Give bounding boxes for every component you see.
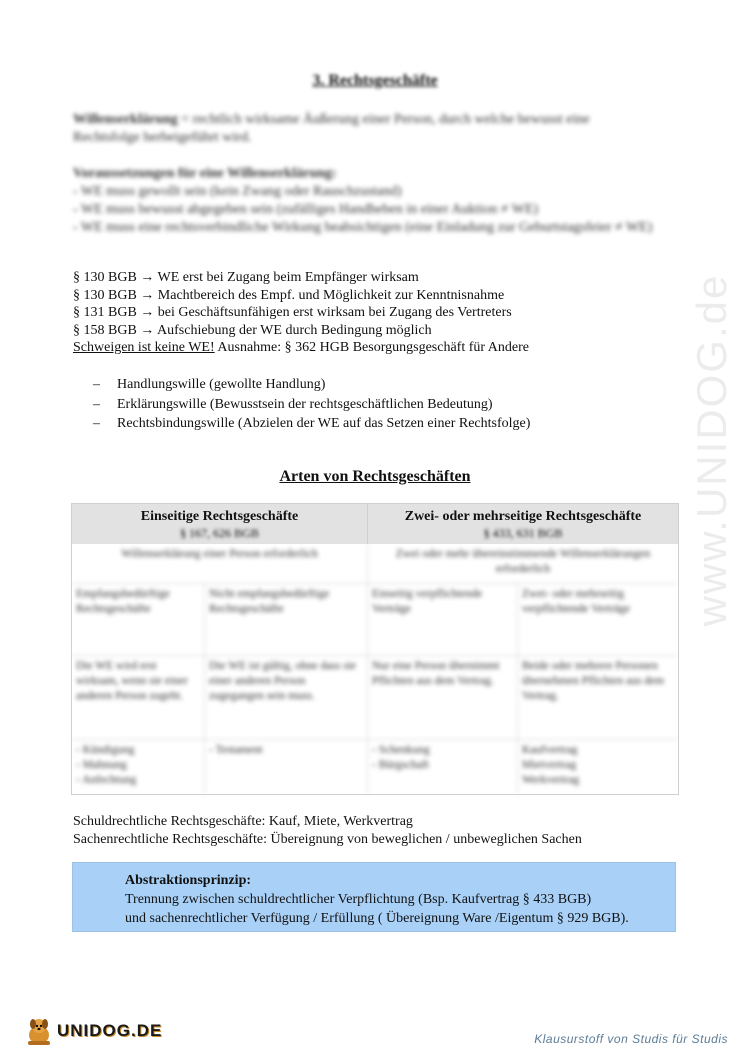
law-list [73, 269, 683, 357]
table-header-right [368, 504, 678, 544]
law-line: § 158 BGB → Aufschiebung der WE durch Bedingung möglich [73, 322, 432, 338]
table-cell: Kaufvertrag Mietvertrag Werkvertrag [522, 744, 580, 786]
requirement-item: - WE muss gewollt sein (kein Zwang oder Rauschzustand) [73, 184, 402, 199]
table-cell: Willenserklärung einer Person erforderlich [72, 544, 368, 584]
table-cell: Die WE wird erst wirksam, wenn sie einer anderen Person zugeht. [72, 656, 205, 740]
left-head-title: Einseitige Rechtsgeschäfte [140, 509, 299, 524]
law-line: § 130 BGB → Machtbereich des Empf. und Möglichkeit zur Kenntnisnahme [73, 287, 505, 303]
law-line: § 131 BGB → bei Geschäftsunfähigen erst wirksam bei Zugang des Vertreters [73, 305, 512, 320]
will-elements-list [93, 375, 653, 434]
abstraction-heading: Abstraktionsprinzip: [125, 873, 252, 888]
bullet-marker: – [93, 377, 100, 392]
table-cell: Empfangsbedürftige Rechtsgeschäfte [72, 584, 205, 656]
section-title: Arten von Rechtsgeschäften [279, 468, 471, 485]
table-cell: Die WE ist gültig, ohne dass sie einer anderen Person zugegangen sein muss. [205, 656, 368, 740]
bullet-item [93, 375, 653, 395]
abstraction-line: und sachenrechtlicher Verfügung / Erfüllung ( Übereignung Ware /Eigentum § 929 BGB). [125, 911, 629, 926]
bullet-text: Erklärungswille (Bewusstsein der rechtsgeschäftlichen Bedeutung) [117, 396, 493, 412]
abstraction-box [72, 862, 676, 932]
table-cell: Zwei- oder mehrseitig verpflichtende Verträge [518, 584, 678, 656]
table-cell: - Testament [205, 740, 368, 794]
silence-line [73, 339, 683, 357]
definition-text: = rechtlich wirksame Äußerung einer Person, durch welche bewusst eine Rechtsfolge herbeigeführt wird. [73, 112, 590, 145]
right-head-sub: § 433, 631 BGB [483, 526, 563, 540]
left-head-sub: § 167, 626 BGB [180, 526, 259, 540]
table-cell: Zwei oder mehr übereinstimmende Willenserklärungen erforderlich [368, 544, 678, 584]
legal-transactions-table [71, 503, 679, 795]
table-cell: - Schenkung - Bürgschaft [368, 740, 518, 794]
definition-term: Willenserklärung [73, 112, 178, 127]
table-cell: - Kündigung - Mahnung - Anfechtung [72, 740, 205, 794]
bullet-item [93, 414, 653, 434]
logo-text: UNIDOG.DE [57, 1021, 163, 1040]
requirements-heading: Voraussetzungen für eine Willenserklärung: [73, 166, 337, 181]
table-cell: Nur eine Person übernimmt Pflichten aus dem Vertrag. [368, 656, 518, 740]
requirement-item: - WE muss bewusst abgegeben sein (zufälliges Handheben in einer Auktion ≠ WE) [73, 202, 539, 217]
bullet-marker: – [93, 396, 100, 412]
table-cell: Einseitig verpflichtende Verträge [368, 584, 518, 656]
summary-line: Sachenrechtliche Rechtsgeschäfte: Übereignung von beweglichen / unbeweglichen Sachen [73, 832, 582, 847]
summary-block [73, 813, 693, 849]
silence-exception: Ausnahme: § 362 HGB Besorgungsgeschäft für Andere [214, 340, 529, 355]
law-line: § 130 BGB → WE erst bei Zugang beim Empfänger wirksam [73, 270, 419, 285]
page-title: 3. Rechtsgeschäfte [312, 72, 438, 89]
summary-line: Schuldrechtliche Rechtsgeschäfte: Kauf, Miete, Werkvertrag [73, 814, 413, 829]
dog-mascot-icon [24, 1015, 54, 1047]
silence-underlined: Schweigen ist keine WE! [73, 340, 215, 355]
requirement-item: - WE muss eine rechtsverbindliche Wirkung beabsichtigen (eine Einladung zur Geburtstagsfeier ≠ WE) [73, 220, 653, 235]
bullet-item [93, 395, 653, 415]
abstraction-line: Trennung zwischen schuldrechtlicher Verpflichtung (Bsp. Kaufvertrag § 433 BGB) [125, 892, 592, 907]
table-cell: Nicht empfangsbedürftige Rechtsgeschäfte [205, 584, 368, 656]
bullet-marker: – [93, 416, 100, 431]
table-header-left [72, 504, 368, 544]
watermark-text: www.UNIDOG.de [688, 273, 735, 627]
footer-tagline: Klausurstoff von Studis für Studis [534, 1032, 728, 1046]
table-cell: Beide oder mehrere Personen übernehmen Pflichten aus dem Vertrag. [518, 656, 678, 740]
bullet-text: Rechtsbindungswille (Abzielen der WE auf das Setzen einer Rechtsfolge) [117, 416, 531, 431]
definition-paragraph [73, 111, 643, 147]
unidog-logo [24, 1014, 162, 1048]
requirements-block [73, 165, 683, 237]
bullet-text: Handlungswille (gewollte Handlung) [117, 377, 326, 392]
right-head-title: Zwei- oder mehrseitige Rechtsgeschäfte [404, 509, 642, 524]
